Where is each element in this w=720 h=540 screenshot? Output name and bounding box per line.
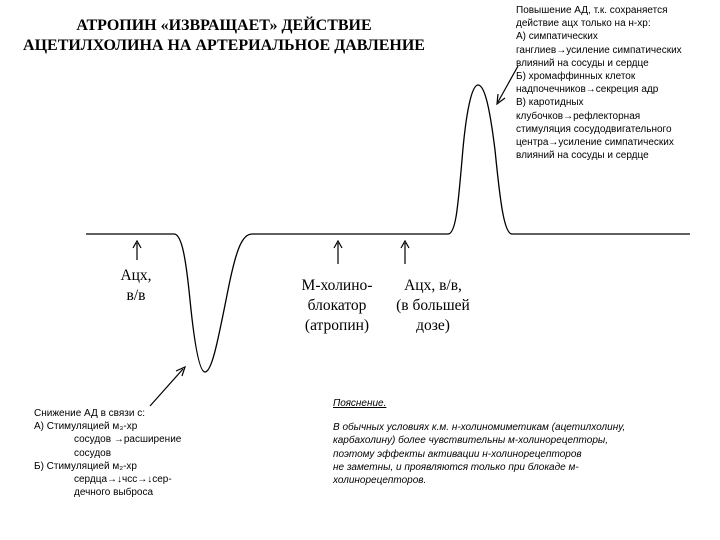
note-rise-line: влияний на сосуды и сердце <box>516 150 649 162</box>
label-blocker-line-1: М-холино- <box>301 277 373 294</box>
note-rise-line: Повышение АД, т.к. сохраняется <box>516 5 668 16</box>
label-ach-high-dose <box>378 276 488 336</box>
label-blocker-line-2: блокатор <box>307 297 367 314</box>
label-ach-low-line-2: в/в <box>126 287 146 304</box>
label-ach-low-dose <box>106 266 166 306</box>
arrow-blocker <box>334 241 342 264</box>
explanation-block <box>333 397 713 487</box>
arrow-drop-pointer <box>150 367 185 406</box>
note-drop-line: Снижение АД в связи с: <box>34 408 146 419</box>
label-blocker-line-3: (атропин) <box>304 317 370 334</box>
note-drop-line: Б) Стимуляцией м₂-хр <box>34 460 137 472</box>
note-drop-line: дечного выброса <box>74 487 154 499</box>
label-m-cholinoblocker <box>287 276 387 336</box>
note-rise-line: Б) хромаффинных клеток <box>516 71 636 83</box>
arrow-rise-pointer <box>497 66 518 104</box>
note-rise-line: клубочков→рефлекторная <box>516 110 641 122</box>
label-ach-high-line-3: дозе) <box>416 317 450 334</box>
explanation-line: холинорецепторов. <box>333 475 427 487</box>
explanation-line: В обычных условиях к.м. н-холиномиметикам (ацетилхолину, <box>333 422 626 434</box>
title-line-2: АЦЕТИЛХОЛИНА НА АРТЕРИАЛЬНОЕ ДАВЛЕНИЕ <box>23 37 425 54</box>
note-rise-line: ганглиев→усиление симпатических <box>516 44 682 56</box>
arrow-ach-high <box>401 241 409 264</box>
title-line-1: АТРОПИН «ИЗВРАЩАЕТ» ДЕЙСТВИЕ <box>76 17 372 34</box>
label-ach-high-line-1: Ацх, в/в, <box>404 277 462 294</box>
explanation-line: не заметны, и проявляются только при блокаде м- <box>333 461 579 473</box>
label-ach-high-line-2: (в большей <box>396 297 470 314</box>
note-rise-line: В) каротидных <box>516 97 584 109</box>
arrow-ach-low <box>133 241 141 260</box>
note-rise-line: центра→усиление симпатических <box>516 137 674 149</box>
explanation-line: поэтому эффекты активации н-холинорецепторов <box>333 448 582 460</box>
note-rise-line: А) симпатических <box>516 31 598 43</box>
explanation-line: карбахолину) более чувствительны м-холинорецепторы, <box>333 435 609 447</box>
note-rise-line: стимуляция сосудодвигательного <box>516 123 672 135</box>
note-drop-line: сердца→↓чсс→↓сер- <box>74 474 172 486</box>
note-drop-line: сосудов <box>74 447 112 459</box>
note-rise-line: влияний на сосуды и сердце <box>516 57 649 69</box>
note-rise-line: действие ацх только на н-хр: <box>516 18 651 30</box>
note-rise-line: надпочечников→секреция адр <box>516 84 659 96</box>
label-ach-low-line-1: Ацх, <box>120 267 152 284</box>
note-drop-line: сосудов →расширение <box>74 434 182 446</box>
explanation-heading: Пояснение. <box>333 398 387 409</box>
note-pressure-rise <box>516 4 716 162</box>
note-pressure-drop <box>34 407 234 499</box>
note-drop-line: А) Стимуляцией м₃-хр <box>34 421 138 433</box>
